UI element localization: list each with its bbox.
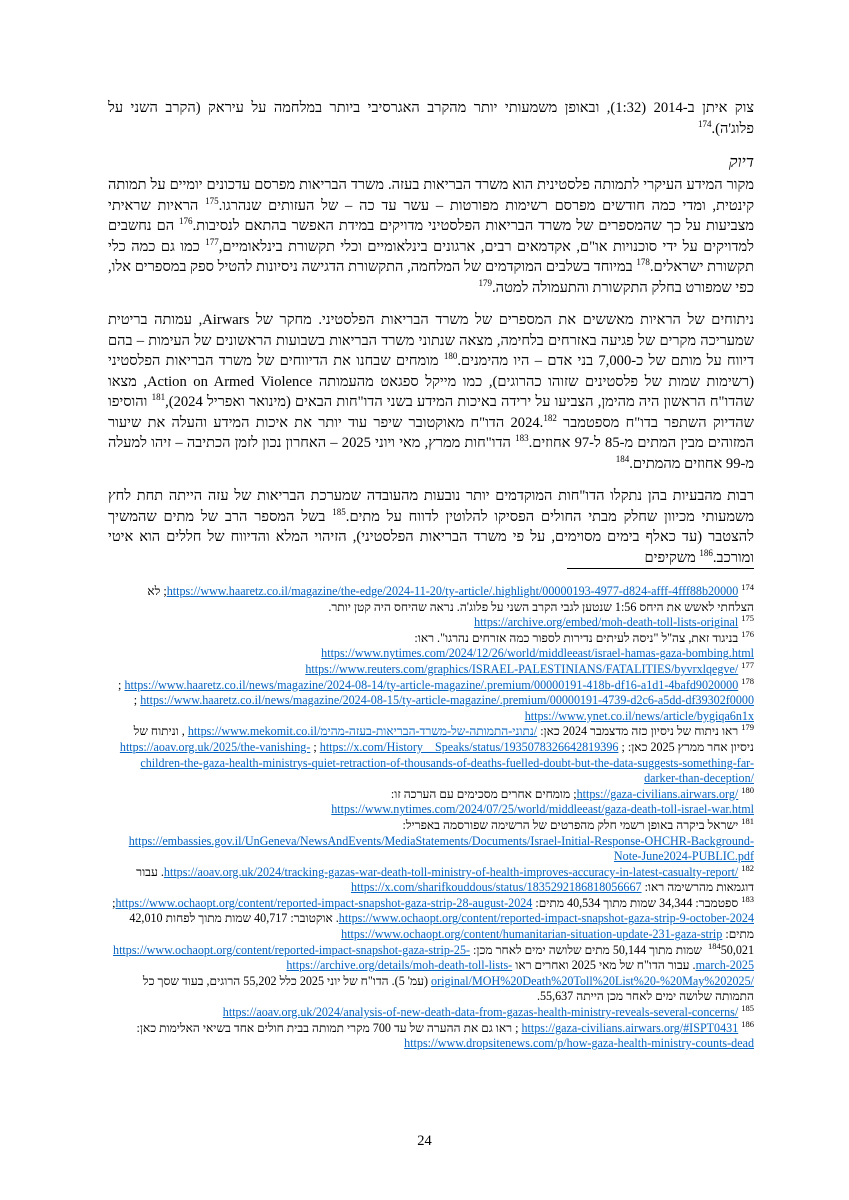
footnote-number: 174 bbox=[741, 581, 754, 592]
paragraph-text: כמו גם כמה כלי תקשורת ישראלים. bbox=[108, 238, 754, 275]
footnote-181 bbox=[108, 815, 754, 865]
footnote-ref[interactable]: 181 bbox=[151, 392, 166, 403]
footnote-text: . עבור דוגמאות מהרשימה ראו: bbox=[136, 864, 754, 895]
paragraph-text: מומחים שבחנו את הדיווחים של משרד הבריאות הפלסטיני (רשימות שמות של פלסטינים שזוהו כהרוגים), כמו מייקל ספגאט מהעמותה Action on Armed Violence, מצאו שהדו"ח הראשון היה מהימן, הצביעו על ירידה באיכות המידע בשני הדו"חות הבאים (מינואר ואפריל 2024), bbox=[108, 353, 755, 410]
footnote-183 bbox=[108, 893, 754, 943]
footnote-176 bbox=[108, 628, 754, 662]
footnote-text: ; bbox=[118, 677, 125, 692]
paragraph-text: משקיפים bbox=[644, 549, 700, 566]
paragraph-text: הדו"ח מאוקטובר שיפר עוד יותר את איכות המידע והעלה את שיעור המזוהים מבין המתים מ-85 ל-97 אחוזים. bbox=[108, 414, 754, 451]
footnote-link[interactable]: https://archive.org/embed/moh-death-toll-lists-original bbox=[474, 615, 739, 630]
footnote-link[interactable]: https://www.ochaopt.org/content/reported-impact-snapshot-gaza-strip-25-march-2025 bbox=[113, 942, 754, 973]
footnote-link[interactable]: https://gaza-civilians.airwars.org/#ISPT0431 bbox=[521, 1020, 739, 1035]
footnote-number: 183 bbox=[741, 893, 754, 904]
footnote-link[interactable]: https://archive.org/details/moh-death-toll-lists-original/MOH%20Death%20Toll%20List%20-%20May%202025/ bbox=[286, 958, 754, 988]
footnote-link[interactable]: https://www.ynet.co.il/news/article/bygiqa6n1x bbox=[524, 708, 754, 723]
footnote-link[interactable]: https://embassies.gov.il/UnGeneva/NewsAndEvents/MediaStatements/Documents/Israel-Initial-Response-OHCHR-Background-Note-June2024-PUBLIC.pdf bbox=[128, 833, 754, 864]
footnote-number: 177 bbox=[741, 659, 754, 670]
footnote-186 bbox=[108, 1018, 754, 1052]
paragraph-text: ניתוחים של הראיות מאששים את המספרים של משרד הבריאות הפלסטיני. מחקר של Airwars, עמותה בריטית שמעריכה מקרים של פגיעה באזרחים בלחימה, מצאה שנתוני משרד הבריאות בשבועות הראשונים של העימות – בהם דיווח על מותם של כ-7,000 בני אדם – היו מהימנים. bbox=[108, 312, 754, 369]
footnote-number: 186 bbox=[741, 1018, 754, 1029]
footnote-180 bbox=[108, 784, 754, 818]
footnote-link[interactable]: https://www.reuters.com/graphics/ISRAEL-PALESTINIANS/FATALITIES/byvrxlqegve/ bbox=[305, 661, 739, 676]
footnote-ref[interactable]: 178 bbox=[636, 257, 650, 268]
footnote-174 bbox=[108, 581, 754, 615]
footnote-text: ספטמבר: 34,344 שמות מתוך 40,534 מתים: bbox=[532, 895, 739, 910]
footnote-number: 179 bbox=[741, 722, 754, 733]
footnote-185 bbox=[108, 1005, 754, 1021]
paragraph-text: הדו"חות ממרץ, מאי ויוני 2025 – האחרון נכון לזמן הכתיבה – זיהו למעלה מ-99 אחוזים מהמתים. bbox=[108, 435, 754, 472]
footnote-182 bbox=[108, 862, 754, 896]
section-heading: דיוק bbox=[728, 154, 754, 171]
footnote-link[interactable]: https://x.com/sharifkouddous/status/1835292186818056667 bbox=[350, 880, 642, 895]
body-text bbox=[108, 98, 754, 580]
footnote-link[interactable]: https://x.com/History__Speaks/status/1935078326642819396 bbox=[319, 739, 619, 754]
footnote-text: (עמ' 5). הדו"ח של יוני 2025 כלל 55,202 הרוגים, בעוד שסך כל התמותה שלושה ימים לאחר מכן הייתה 55,637. bbox=[142, 973, 754, 1004]
paragraph-1 bbox=[108, 175, 754, 298]
footnote-link[interactable]: https://aoav.org.uk/2025/the-vanishing-children-the-gaza-health-ministrys-quiet-retraction-of-thousands-of-deaths-fuelled-doubt-but-the-data-suggests-something-far-darker-than-deception/ bbox=[119, 739, 754, 786]
footnote-text: ; מומחים אחרים מסכימים עם הערכה זו: bbox=[390, 786, 577, 801]
footnote-link[interactable]: https://www.nytimes.com/2024/07/25/world/middleeast/gaza-death-toll-israel-war.html bbox=[331, 802, 754, 817]
footnote-number: 175 bbox=[741, 613, 754, 624]
footnote-text: ; ראו גם את ההערה של עד 700 מקרי תמותה בבית חולים אחד בשיאי האלימות כאן: bbox=[136, 1020, 522, 1035]
footnote-text: ; bbox=[310, 739, 320, 754]
footnote-text: , וניתוח של ניסיון אחר ממרץ 2025 כאן: ; bbox=[133, 724, 754, 754]
footnote-link[interactable]: https://www.haaretz.co.il/magazine/the-edge/2024-11-20/ty-article/.highlight/00000193-4977-d824-afff-4fff88b20000 bbox=[166, 584, 739, 598]
paragraph-text: במיוחד בשלבים המוקדמים של המלחמה, התקשורת הדגישה ניסיונות להטיל ספק במספרים אלו, כפי שמפורט בחלק התקשורת והתעמולה למטה. bbox=[108, 259, 754, 296]
footnote-link[interactable]: https://aoav.org.uk/2024/analysis-of-new-death-data-from-gazas-health-ministry-reveals-several-concerns/ bbox=[222, 1005, 739, 1020]
footnote-number: 185 bbox=[741, 1003, 754, 1013]
footnote-ref[interactable]: 183 bbox=[515, 433, 529, 444]
page-number: 24 bbox=[417, 1133, 432, 1149]
footnote-link[interactable]: https://www.nytimes.com/2024/12/26/world/middleeast/israel-hamas-gaza-bombing.html bbox=[321, 646, 754, 661]
footnote-text: ישראל ביקרה באופן רשמי חלק מהפרטים של הרשימה שפורסמה באפריל: bbox=[402, 817, 739, 832]
footnote-ref[interactable]: 175 bbox=[205, 195, 219, 206]
footnote-number: 176 bbox=[741, 628, 754, 639]
paragraph-text: מקור המידע העיקרי לתמותה פלסטינית הוא משרד הבריאות בעזה. משרד הבריאות מפרסם עדכונים יומיים על תמותה קינטית, ומדי כמה חודשים מפרסם רשימות מפורטות – עשר עד כה – של העזותים שנהרגו. bbox=[108, 177, 755, 214]
footnote-link[interactable]: https://aoav.org.uk/2024/tracking-gazas-war-death-toll-ministry-of-health-improves-accuracy-in-latest-casualty-report/ bbox=[163, 864, 739, 879]
footnote-177 bbox=[108, 659, 754, 678]
footnote-text: ; bbox=[112, 895, 116, 910]
footnote-link[interactable]: https://www.ochaopt.org/content/humanitarian-situation-update-231-gaza-strip bbox=[341, 927, 723, 942]
footnote-text: . עבור הדו"ח של מאי 2025 ואחרים ראו bbox=[512, 958, 696, 973]
footnote-link[interactable]: https://www.ochaopt.org/content/reported-impact-snapshot-gaza-strip-28-august-2024 bbox=[115, 895, 533, 910]
footnote-ref[interactable]: 177 bbox=[205, 236, 219, 247]
footnote-separator bbox=[567, 568, 754, 569]
footnote-184 bbox=[108, 940, 754, 1005]
footnote-ref[interactable]: 174 bbox=[697, 118, 712, 129]
footnote-text: בניגוד זאת, צה"ל "ניסה לעיתים נדירות לספור כמה אזרחים נהרגו". ראו: bbox=[414, 630, 739, 645]
footnote-175 bbox=[108, 615, 754, 631]
footnote-number: 178 bbox=[741, 675, 754, 686]
paragraph-text: הראיות שראיתי מצביעות על כך שהמספרים של משרד הבריאות הפלסטיני מדויקים במידת האפשר בהתאם לנסיבות. bbox=[108, 197, 754, 234]
footnote-link[interactable]: https://www.dropsitenews.com/p/how-gaza-health-ministry-counts-dead bbox=[404, 1036, 754, 1051]
footnote-ref[interactable]: 182 bbox=[543, 412, 557, 423]
paragraph-text: בשל המספר הרב של מתים שהמשיך להצטבר (עד כאלף בימים מסוימים, על פי משרד הבריאות הפלסטיני), הזיהוי המלא והדיווח של חללים הוא איטי ומורכב. bbox=[108, 508, 754, 566]
footnote-link[interactable]: https://www.haaretz.co.il/news/magazine/2024-08-15/ty-article-magazine/.premium/00000191-4739-d2c6-a5dd-df39302f0000 bbox=[140, 693, 754, 708]
footnote-179 bbox=[108, 724, 754, 786]
footnote-text: ; לא הצלחתי לאשש את היחס 1:56 שנטען לגבי הקרב השני על פלוג'ה. נראה שהיחס היה קטן יותר. bbox=[147, 584, 754, 614]
footnote-text: ראו ניתוח של ניסיון כזה מדצמבר 2024 כאן: bbox=[537, 724, 739, 739]
paragraph-2 bbox=[108, 310, 754, 474]
footnote-ref[interactable]: 186 bbox=[699, 547, 713, 558]
intro-paragraph bbox=[108, 98, 754, 139]
intro-text: צוק איתן ב-2014 (1:32), ובאופן משמעותי יותר מהקרב האגרסיבי ביותר במלחמה על עיראק (הקרב השני על פלוג'ה). bbox=[108, 100, 754, 137]
paragraph-text: הם נחשבים למדויקים על ידי סוכנויות או"ם, אקדמאים רבים, ארגונים בינלאומיים וכלי תקשורת בינלאומיים, bbox=[108, 218, 754, 255]
footnote-ref[interactable]: 179 bbox=[478, 277, 493, 288]
footnote-number: 184 bbox=[707, 940, 721, 951]
footnote-ref[interactable]: 176 bbox=[179, 216, 193, 227]
footnote-ref[interactable]: 180 bbox=[443, 351, 458, 362]
footnote-link[interactable]: https://www.mekomit.co.il/נתוני-התמותה-של-משרד-הבריאות-בעזה-מהימ/ bbox=[187, 724, 538, 739]
footnote-link[interactable]: https://www.ochaopt.org/content/reported-impact-snapshot-gaza-strip-9-october-2024 bbox=[338, 911, 754, 926]
footnote-link[interactable]: https://www.haaretz.co.il/news/magazine/2024-08-14/ty-article-magazine/.premium/00000191-418b-df16-a1d1-4bafd9020000 bbox=[124, 677, 739, 692]
footnote-link[interactable]: https://gaza-civilians.airwars.org/ bbox=[576, 786, 739, 801]
footnote-text: . אוקטובר: 40,717 שמות מתוך לפחות 42,010 מתים: bbox=[129, 911, 754, 942]
footnotes bbox=[108, 581, 754, 1052]
footnote-number: 180 bbox=[741, 784, 754, 795]
footnote-text: 50,021 שמות מתוך 50,144 מתים שלושה ימים לאחר מכן: bbox=[470, 942, 754, 957]
footnote-ref[interactable]: 184 bbox=[615, 453, 630, 464]
paragraph-3 bbox=[108, 486, 754, 568]
footnote-text: ; bbox=[133, 693, 141, 708]
footnote-ref[interactable]: 185 bbox=[332, 506, 346, 517]
footnote-number: 182 bbox=[741, 862, 754, 873]
footnote-178 bbox=[108, 675, 754, 725]
paragraph-text: רבות מהבעיות בהן נתקלו הדו"חות המוקדמים יותר נובעות מהעובדה שמערכת הבריאות של עזה הייתה תחת לחץ משמעותי מכיוון שחלק מבתי החולים הפסיקו להלוטין לדווח על מתים. bbox=[108, 488, 754, 525]
footnote-number: 181 bbox=[741, 815, 754, 826]
paragraph-text: והוסיפו שהדיוק השתפר בדו"ח מספטמבר 2024. bbox=[108, 394, 754, 431]
